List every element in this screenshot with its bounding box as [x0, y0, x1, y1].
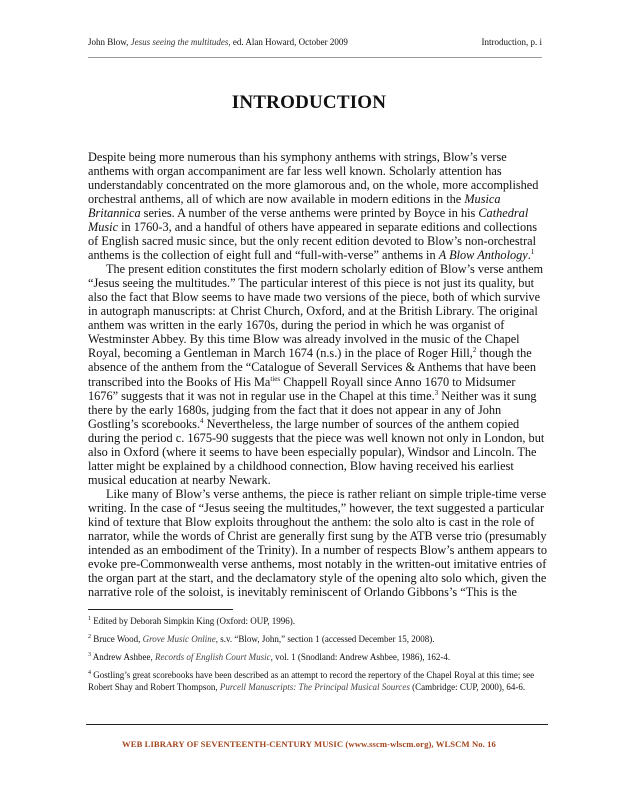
footnote-italic: Grove Music Online [142, 634, 216, 644]
text-run: Neither was it sung there by the early 1680s, judging from the fact that it does not appear in any of John Gostling’s scorebooks. [88, 388, 537, 431]
footnote-3 [88, 652, 548, 664]
paragraph-1 [88, 150, 548, 262]
footnote-separator [88, 609, 233, 610]
header-rule [88, 57, 542, 58]
footnote-2 [88, 634, 548, 646]
footnote-ref-2[interactable]: 2 [472, 346, 477, 355]
header-editor: ed. Alan Howard, October 2009 [230, 37, 348, 47]
running-header-left [88, 37, 348, 47]
italic-title: Cathedral Music [88, 206, 529, 235]
text-run: Despite being more numerous than his symphony anthems with strings, Blow’s verse anthems with organ accompaniment are far less well known. Scholarly attention has understandably concentrated on the more glamorous and, on the whole, more accomplished orchestral anthems, all of which are now available in modern editions in the [88, 150, 539, 207]
footnote-number: 4 [88, 670, 91, 676]
footnote-text: Andrew Ashbee, [91, 652, 155, 662]
body-text [88, 150, 548, 599]
italic-title: Musica Britannica [88, 192, 501, 221]
footnote-text: Gostling’s great scorebooks have been described as an attempt to record the repertory of the Chapel Royal at this time; see Robert Shay and Robert Thompson, [88, 670, 535, 692]
text-run: though the absence of the anthem from the “Catalogue of Severall Services & Anthems that have been transcribed into the Books of His Ma [88, 346, 536, 389]
text-run: . [527, 248, 531, 263]
running-header [88, 37, 542, 47]
footer-rule [86, 724, 548, 725]
italic-title: A Blow Anthology [438, 248, 528, 263]
footnote-ref-1[interactable]: 1 [530, 248, 535, 257]
text-run: The present edition constitutes the first modern scholarly edition of Blow’s verse anthem “Jesus seeing the multitudes.” The particular interest of this piece is not just its quality, but also the fact that Blow seems to have made two versions of the piece, both of which survive in autograph manuscripts: at Christ Church, Oxford, and at the British Library. The original anthem was written in the early 1670s, during the period in which he was organist of Westminster Abbey. By this time Blow was already involved in the music of the Chapel Royal, becoming a Gentleman in March 1674 (n.s.) in the place of Roger Hill, [88, 262, 544, 361]
paragraph-2 [88, 262, 548, 487]
text-run: series. A number of the verse anthems were printed by Boyce in his [140, 206, 479, 221]
text-run: in 1760-3, and a handful of others have appeared in separate editions and collections of English sacred music since, but the only recent edition devoted to Blow’s non-orchestral anthems is the collection of eight full and “full-with-verse” anthems in [88, 220, 538, 263]
footnote-number: 1 [88, 616, 91, 622]
page-footer: WEB LIBRARY OF SEVENTEENTH-CENTURY MUSIC (www.sscm-wlscm.org), WLSCM No. 16 [122, 739, 496, 749]
page-title: INTRODUCTION [231, 92, 387, 113]
footnote-text: Edited by Deborah Simpkin King (Oxford: OUP, 1996). [91, 616, 295, 626]
footnote-ref-3[interactable]: 3 [434, 388, 439, 397]
header-author: John Blow, [88, 37, 131, 47]
footnote-4 [88, 670, 548, 693]
footnote-text: Bruce Wood, [91, 634, 143, 644]
footnote-text: , vol. 1 (Snodland: Andrew Ashbee, 1986), 162-4. [270, 652, 451, 662]
footnote-text: (Cambridge: CUP, 2000), 64-6. [409, 681, 526, 692]
text-run: Chappell Royall since Anno 1670 to Midsumer 1676” suggests that it was not in regular use in the Chapel at this time. [88, 374, 516, 403]
superscript-abbrev: ties [270, 374, 281, 383]
footnote-number: 3 [88, 652, 91, 658]
header-work-title: Jesus seeing the multitudes, [130, 37, 231, 47]
footnote-italic: Records of English Court Music [155, 652, 271, 662]
paragraph-3: Like many of Blow’s verse anthems, the piece is rather reliant on simple triple-time verse writing. In the case of “Jesus seeing the multitudes,” however, the text suggested a particular kind of texture that Blow exploits throughout the anthem: the solo alto is cast in the role of narrator, while the words of Christ are generally first sung by the ATB verse trio (presumably intended as an embodiment of the Trinity). In a number of respects Blow’s anthem appears to evoke pre-Commonwealth verse anthems, most notably in the written-out imitative entries of the organ part at the start, and the declamatory style of the opening alto solo which, given the narrative role of the soloist, is inevitably reminiscent of Orlando Gibbons’s “This is the [88, 486, 547, 599]
running-header-right: Introduction, p. i [481, 37, 542, 47]
footnote-text: , s.v. “Blow, John,” section 1 (accessed December 15, 2008). [215, 634, 435, 644]
text-run: Nevertheless, the large number of sources of the anthem copied during the period c. 1675-90 suggests that the piece was well known not only in London, but also in Oxford (where it seems to have been especially popular), Windsor and Lincoln. The latter might be explained by a childhood connection, Blow having received his earliest musical education at nearby Newark. [88, 416, 545, 487]
footnote-1 [88, 616, 548, 628]
footnotes [88, 616, 548, 700]
footnote-ref-4[interactable]: 4 [200, 416, 204, 425]
footnote-italic: Purcell Manuscripts: The Principal Musical Sources [219, 681, 410, 692]
footnote-number: 2 [88, 634, 91, 640]
